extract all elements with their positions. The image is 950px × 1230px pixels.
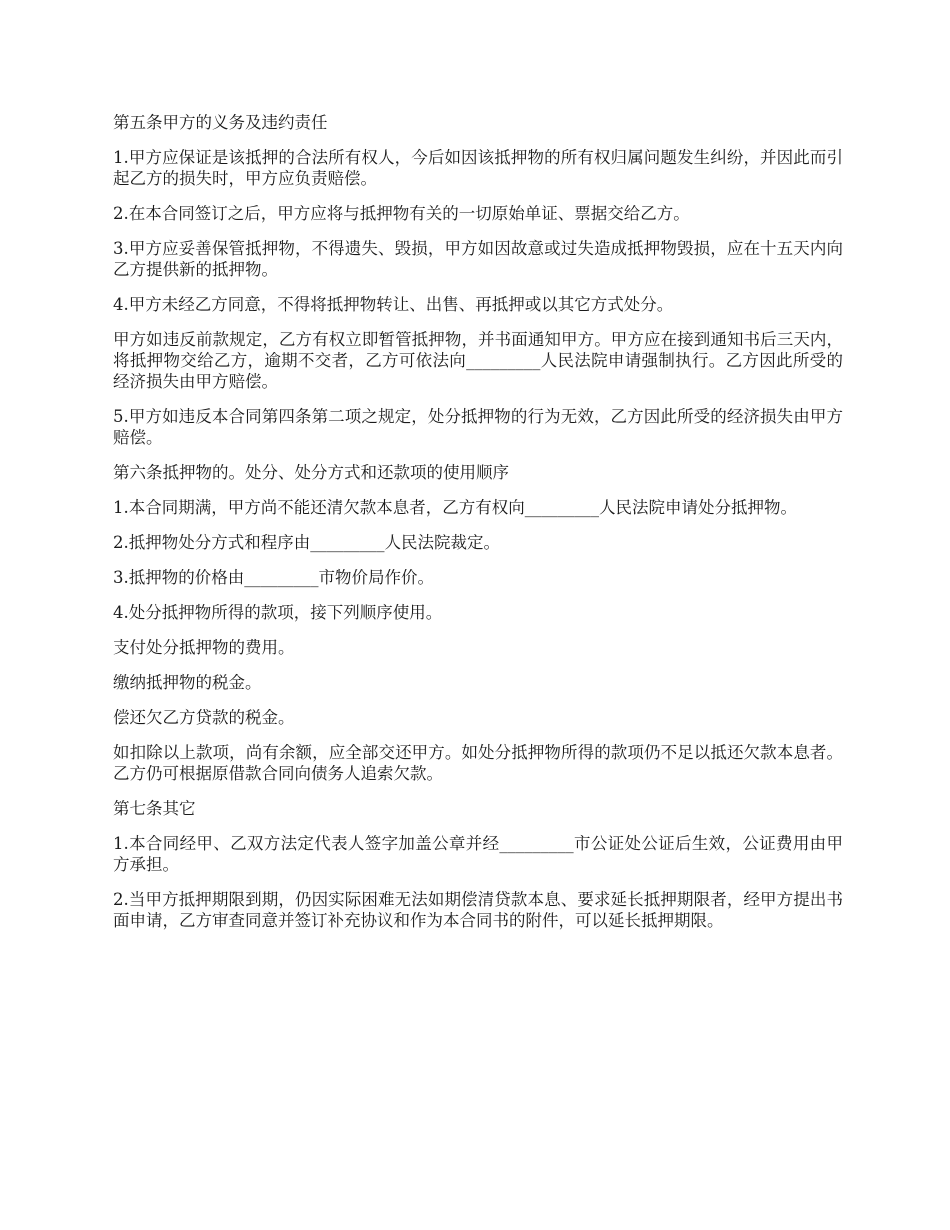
clause-paragraph: 2.在本合同签订之后，甲方应将与抵押物有关的一切原始单证、票据交给乙方。 (113, 204, 690, 223)
clause-paragraph: 2.抵押物处分方式和程序由_________人民法院裁定。 (113, 533, 500, 552)
clause-paragraph: 4.处分抵押物所得的款项，接下列顺序使用。 (113, 603, 443, 622)
clause-paragraph: 1.本合同期满，甲方尚不能还清欠款本息者，乙方有权向_________人民法院申请处分抵押物。 (113, 498, 797, 517)
section-heading: 第五条甲方的义务及违约责任 (113, 113, 328, 132)
clause-paragraph: 3.甲方应妥善保管抵押物，不得遗失、毁损，甲方如因故意或过失造成抵押物毁损，应在十五天内向乙方提供新的抵押物。 (113, 239, 843, 279)
section-heading: 第六条抵押物的。处分、处分方式和还款项的使用顺序 (113, 463, 509, 482)
section-heading: 第七条其它 (113, 799, 196, 818)
list-item: 支付处分抵押物的费用。 (113, 638, 295, 657)
clause-paragraph: 3.抵押物的价格由_________市物价局作价。 (113, 568, 434, 587)
document-body (113, 112, 843, 945)
clause-paragraph: 2.当甲方抵押期限到期，仍因实际困难无法如期偿清贷款本息、要求延长抵押期限者，经甲方提出书面申请，乙方审查同意并签订补充协议和作为本合同书的附件，可以延长抵押期限。 (113, 890, 843, 930)
clause-paragraph: 1.甲方应保证是该抵押的合法所有权人，今后如因该抵押物的所有权归属问题发生纠纷，并因此而引起乙方的损失时，甲方应负责赔偿。 (113, 148, 843, 188)
clause-paragraph: 4.甲方未经乙方同意，不得将抵押物转让、出售、再抵押或以其它方式处分。 (113, 295, 674, 314)
list-item: 偿还欠乙方贷款的税金。 (113, 708, 295, 727)
clause-paragraph: 1.本合同经甲、乙双方法定代表人签字加盖公章并经_________市公证处公证后生效，公证费用由甲方承担。 (113, 834, 843, 874)
clause-paragraph: 如扣除以上款项，尚有余额，应全部交还甲方。如处分抵押物所得的款项仍不足以抵还欠款本息者。乙方仍可根据原借款合同向债务人追索欠款。 (113, 743, 843, 783)
list-item: 缴纳抵押物的税金。 (113, 673, 262, 692)
clause-paragraph: 5.甲方如违反本合同第四条第二项之规定，处分抵押物的行为无效，乙方因此所受的经济损失由甲方赔偿。 (113, 407, 843, 447)
clause-paragraph: 甲方如违反前款规定，乙方有权立即暂管抵押物，并书面通知甲方。甲方应在接到通知书后三天内，将抵押物交给乙方，逾期不交者，乙方可依法向_________人民法院申请强制执行。乙方因此所受的经济损失由甲方赔偿。 (113, 330, 843, 391)
